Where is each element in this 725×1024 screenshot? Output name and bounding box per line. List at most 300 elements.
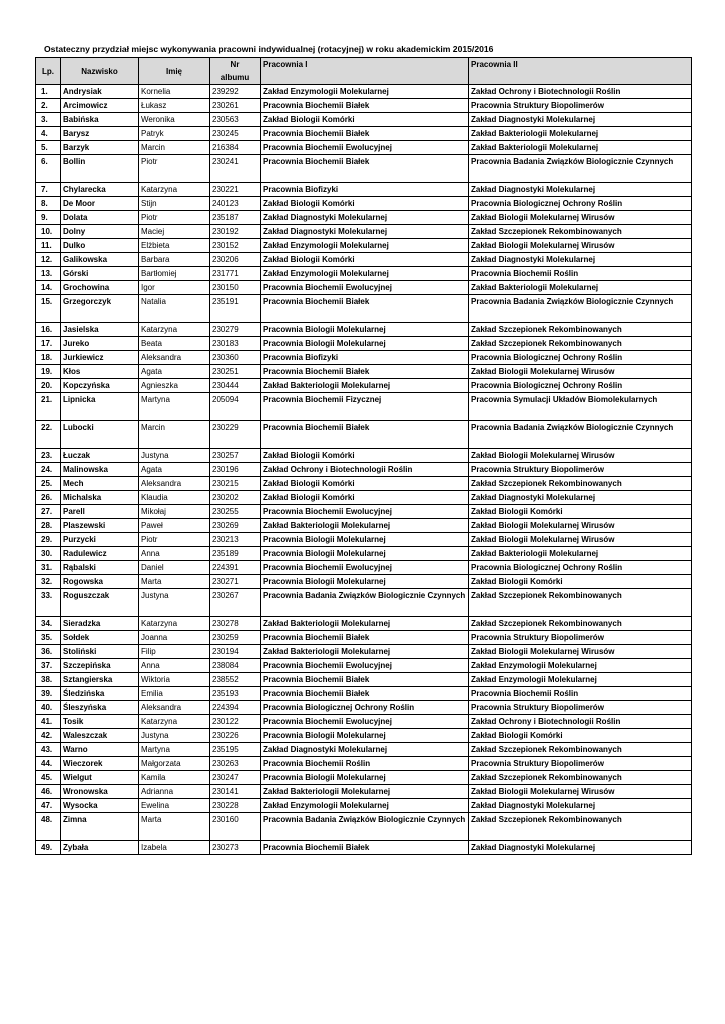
row-lab-2: Zakład Diagnostyki Molekularnej (469, 799, 692, 813)
row-lab-1: Pracownia Biochemii Ewolucyjnej (261, 505, 469, 519)
row-album-number: 230150 (210, 281, 261, 295)
row-first-name: Martyna (139, 743, 210, 757)
row-lab-1: Zakład Bakteriologii Molekularnej (261, 519, 469, 533)
row-first-name: Aleksandra (139, 701, 210, 715)
row-lp: 13. (36, 267, 61, 281)
row-lab-1: Pracownia Biochemii Białek (261, 421, 469, 449)
row-album-number: 230278 (210, 617, 261, 631)
row-surname: Szczepińska (61, 659, 139, 673)
row-album-number: 230269 (210, 519, 261, 533)
row-surname: Parell (61, 505, 139, 519)
row-lab-1: Pracownia Biologii Molekularnej (261, 575, 469, 589)
row-lab-2: Zakład Biologii Molekularnej Wirusów (469, 365, 692, 379)
row-lab-1: Zakład Bakteriologii Molekularnej (261, 617, 469, 631)
row-album-number: 230259 (210, 631, 261, 645)
row-lab-1: Zakład Diagnostyki Molekularnej (261, 225, 469, 239)
row-first-name: Natalia (139, 295, 210, 323)
row-surname: Stoliński (61, 645, 139, 659)
row-lab-2: Zakład Biologii Molekularnej Wirusów (469, 645, 692, 659)
row-lp: 9. (36, 211, 61, 225)
table-row (36, 687, 692, 701)
row-lab-2: Zakład Enzymologii Molekularnej (469, 673, 692, 687)
row-album-number: 230241 (210, 155, 261, 183)
row-lab-2: Zakład Szczepionek Rekombinowanych (469, 323, 692, 337)
row-lp: 2. (36, 99, 61, 113)
row-surname: Waleszczak (61, 729, 139, 743)
row-first-name: Anna (139, 547, 210, 561)
row-first-name: Filip (139, 645, 210, 659)
row-lp: 16. (36, 323, 61, 337)
row-surname: Mech (61, 477, 139, 491)
row-album-number: 230183 (210, 337, 261, 351)
row-album-number: 224391 (210, 561, 261, 575)
row-lab-2: Pracownia Badania Związków Biologicznie Czynnych (469, 295, 692, 323)
row-album-number: 230221 (210, 183, 261, 197)
row-lp: 20. (36, 379, 61, 393)
row-surname: Sołdek (61, 631, 139, 645)
row-lp: 42. (36, 729, 61, 743)
row-lp: 39. (36, 687, 61, 701)
row-lab-2: Zakład Diagnostyki Molekularnej (469, 183, 692, 197)
row-album-number: 230213 (210, 533, 261, 547)
row-first-name: Aleksandra (139, 351, 210, 365)
header-lp: Lp. (36, 58, 61, 85)
row-first-name: Ewelina (139, 799, 210, 813)
row-lab-1: Pracownia Biologii Molekularnej (261, 547, 469, 561)
table-row (36, 715, 692, 729)
document-title: Ostateczny przydział miejsc wykonywania pracowni indywidualnej (rotacyjnej) w roku akademickim 2015/2016 (44, 44, 494, 54)
row-first-name: Beata (139, 337, 210, 351)
row-lp: 3. (36, 113, 61, 127)
row-lp: 30. (36, 547, 61, 561)
row-lab-2: Zakład Ochrony i Biotechnologii Roślin (469, 85, 692, 99)
table-row (36, 337, 692, 351)
row-album-number: 230122 (210, 715, 261, 729)
row-surname: Lipnicka (61, 393, 139, 421)
row-surname: Łuczak (61, 449, 139, 463)
row-surname: Górski (61, 267, 139, 281)
row-lab-2: Zakład Bakteriologii Molekularnej (469, 127, 692, 141)
row-first-name: Joanna (139, 631, 210, 645)
row-album-number: 230194 (210, 645, 261, 659)
row-lp: 19. (36, 365, 61, 379)
row-lab-1: Zakład Biologii Komórki (261, 477, 469, 491)
table-row (36, 547, 692, 561)
table-row (36, 197, 692, 211)
row-first-name: Marta (139, 575, 210, 589)
row-lab-1: Pracownia Biologii Molekularnej (261, 771, 469, 785)
row-surname: Bollin (61, 155, 139, 183)
row-album-number: 230228 (210, 799, 261, 813)
table-row (36, 519, 692, 533)
row-surname: Śledzińska (61, 687, 139, 701)
table-row (36, 841, 692, 855)
row-lab-2: Zakład Bakteriologii Molekularnej (469, 281, 692, 295)
row-lp: 7. (36, 183, 61, 197)
row-lp: 29. (36, 533, 61, 547)
assignment-table (35, 57, 692, 855)
table-row (36, 365, 692, 379)
row-first-name: Justyna (139, 589, 210, 617)
header-name: Imię (139, 58, 210, 85)
row-first-name: Justyna (139, 449, 210, 463)
row-lab-1: Zakład Biologii Komórki (261, 113, 469, 127)
row-lp: 18. (36, 351, 61, 365)
header-lab-1: Pracownia I (261, 58, 469, 85)
row-lab-2: Pracownia Struktury Biopolimerów (469, 99, 692, 113)
table-row (36, 575, 692, 589)
row-lab-1: Zakład Enzymologii Molekularnej (261, 799, 469, 813)
row-album-number: 224394 (210, 701, 261, 715)
table-row (36, 673, 692, 687)
row-album-number: 230267 (210, 589, 261, 617)
row-surname: Kopczyńska (61, 379, 139, 393)
table-row (36, 127, 692, 141)
row-lab-1: Zakład Bakteriologii Molekularnej (261, 785, 469, 799)
row-surname: Radulewicz (61, 547, 139, 561)
row-first-name: Marcin (139, 421, 210, 449)
row-lab-1: Pracownia Biochemii Białek (261, 673, 469, 687)
row-lab-1: Pracownia Biochemii Białek (261, 687, 469, 701)
row-first-name: Marta (139, 813, 210, 841)
row-first-name: Aleksandra (139, 477, 210, 491)
row-lp: 6. (36, 155, 61, 183)
row-lab-2: Zakład Szczepionek Rekombinowanych (469, 813, 692, 841)
row-album-number: 230444 (210, 379, 261, 393)
row-lab-2: Zakład Diagnostyki Molekularnej (469, 491, 692, 505)
row-lp: 46. (36, 785, 61, 799)
table-row (36, 183, 692, 197)
row-lp: 44. (36, 757, 61, 771)
table-row (36, 701, 692, 715)
table-row (36, 799, 692, 813)
row-first-name: Agata (139, 365, 210, 379)
row-lab-1: Zakład Ochrony i Biotechnologii Roślin (261, 463, 469, 477)
table-row (36, 351, 692, 365)
row-lab-2: Zakład Diagnostyki Molekularnej (469, 113, 692, 127)
row-lp: 23. (36, 449, 61, 463)
table-row (36, 785, 692, 799)
row-first-name: Adrianna (139, 785, 210, 799)
row-lab-1: Pracownia Biochemii Fizycznej (261, 393, 469, 421)
table-row (36, 561, 692, 575)
row-lp: 25. (36, 477, 61, 491)
row-lab-1: Pracownia Biochemii Białek (261, 365, 469, 379)
row-surname: Jurkiewicz (61, 351, 139, 365)
table-row (36, 813, 692, 841)
row-surname: Śleszyńska (61, 701, 139, 715)
row-lab-2: Zakład Biologii Molekularnej Wirusów (469, 211, 692, 225)
row-lab-1: Zakład Biologii Komórki (261, 449, 469, 463)
row-surname: Lubocki (61, 421, 139, 449)
table-row (36, 295, 692, 323)
row-first-name: Piotr (139, 155, 210, 183)
row-lab-1: Zakład Bakteriologii Molekularnej (261, 645, 469, 659)
row-lab-1: Pracownia Biofizyki (261, 183, 469, 197)
row-lp: 17. (36, 337, 61, 351)
row-surname: Wronowska (61, 785, 139, 799)
row-surname: Rąbalski (61, 561, 139, 575)
row-lab-1: Zakład Enzymologii Molekularnej (261, 239, 469, 253)
row-lab-1: Pracownia Biochemii Ewolucyjnej (261, 281, 469, 295)
table-row (36, 645, 692, 659)
row-first-name: Wiktoria (139, 673, 210, 687)
row-album-number: 230273 (210, 841, 261, 855)
row-first-name: Weronika (139, 113, 210, 127)
table-row (36, 631, 692, 645)
row-first-name: Bartłomiej (139, 267, 210, 281)
row-lp: 5. (36, 141, 61, 155)
table-row (36, 323, 692, 337)
row-lab-1: Zakład Diagnostyki Molekularnej (261, 211, 469, 225)
row-album-number: 230245 (210, 127, 261, 141)
row-lab-2: Zakład Szczepionek Rekombinowanych (469, 477, 692, 491)
row-first-name: Mikołaj (139, 505, 210, 519)
row-first-name: Katarzyna (139, 617, 210, 631)
row-album-number: 230141 (210, 785, 261, 799)
row-lp: 15. (36, 295, 61, 323)
row-lab-1: Pracownia Biochemii Ewolucyjnej (261, 561, 469, 575)
row-lp: 12. (36, 253, 61, 267)
table-row (36, 267, 692, 281)
row-album-number: 235195 (210, 743, 261, 757)
row-first-name: Kornelia (139, 85, 210, 99)
row-first-name: Piotr (139, 211, 210, 225)
row-album-number: 230251 (210, 365, 261, 379)
row-lab-2: Pracownia Struktury Biopolimerów (469, 757, 692, 771)
row-surname: Sieradzka (61, 617, 139, 631)
row-lab-2: Zakład Biologii Molekularnej Wirusów (469, 449, 692, 463)
row-lp: 31. (36, 561, 61, 575)
table-row (36, 617, 692, 631)
row-lab-1: Zakład Enzymologii Molekularnej (261, 85, 469, 99)
row-album-number: 238552 (210, 673, 261, 687)
row-lab-1: Zakład Biologii Komórki (261, 197, 469, 211)
row-surname: Grzegorczyk (61, 295, 139, 323)
row-lab-1: Pracownia Biochemii Roślin (261, 757, 469, 771)
table-row (36, 449, 692, 463)
row-lab-1: Pracownia Biochemii Białek (261, 99, 469, 113)
row-album-number: 230263 (210, 757, 261, 771)
row-album-number: 230279 (210, 323, 261, 337)
row-lab-1: Pracownia Biochemii Białek (261, 295, 469, 323)
row-album-number: 230192 (210, 225, 261, 239)
row-album-number: 216384 (210, 141, 261, 155)
table-header-row (36, 58, 692, 85)
row-lab-2: Zakład Szczepionek Rekombinowanych (469, 617, 692, 631)
row-album-number: 235189 (210, 547, 261, 561)
row-album-number: 230160 (210, 813, 261, 841)
row-surname: De Moor (61, 197, 139, 211)
row-first-name: Paweł (139, 519, 210, 533)
row-first-name: Patryk (139, 127, 210, 141)
table-row (36, 253, 692, 267)
row-lab-2: Zakład Szczepionek Rekombinowanych (469, 743, 692, 757)
row-lab-2: Pracownia Biologicznej Ochrony Roślin (469, 561, 692, 575)
row-lab-2: Pracownia Struktury Biopolimerów (469, 463, 692, 477)
row-lab-2: Zakład Biologii Komórki (469, 505, 692, 519)
row-lab-1: Zakład Bakteriologii Molekularnej (261, 379, 469, 393)
row-first-name: Martyna (139, 393, 210, 421)
row-lab-2: Zakład Diagnostyki Molekularnej (469, 841, 692, 855)
row-surname: Wysocka (61, 799, 139, 813)
table-row (36, 505, 692, 519)
table-row (36, 589, 692, 617)
row-lab-2: Zakład Biologii Komórki (469, 729, 692, 743)
row-lab-2: Pracownia Badania Związków Biologicznie Czynnych (469, 155, 692, 183)
row-surname: Zimna (61, 813, 139, 841)
row-surname: Jasielska (61, 323, 139, 337)
row-lab-1: Pracownia Biochemii Ewolucyjnej (261, 659, 469, 673)
table-body (36, 85, 692, 855)
row-album-number: 205094 (210, 393, 261, 421)
table-row (36, 281, 692, 295)
row-lab-1: Pracownia Biologii Molekularnej (261, 533, 469, 547)
row-lp: 28. (36, 519, 61, 533)
table-row (36, 85, 692, 99)
header-album-number-line2: albumu (220, 73, 250, 82)
row-lab-1: Pracownia Biochemii Białek (261, 127, 469, 141)
row-lab-2: Zakład Enzymologii Molekularnej (469, 659, 692, 673)
row-album-number: 230226 (210, 729, 261, 743)
table-row (36, 659, 692, 673)
row-surname: Barzyk (61, 141, 139, 155)
header-album-number (210, 58, 261, 85)
table-row (36, 743, 692, 757)
row-lab-1: Pracownia Biochemii Białek (261, 155, 469, 183)
row-surname: Warno (61, 743, 139, 757)
row-lab-1: Zakład Biologii Komórki (261, 253, 469, 267)
row-lab-2: Zakład Szczepionek Rekombinowanych (469, 337, 692, 351)
row-surname: Galikowska (61, 253, 139, 267)
row-lab-1: Pracownia Biologicznej Ochrony Roślin (261, 701, 469, 715)
row-first-name: Agnieszka (139, 379, 210, 393)
row-lab-1: Pracownia Biochemii Ewolucyjnej (261, 715, 469, 729)
row-lp: 11. (36, 239, 61, 253)
row-lp: 32. (36, 575, 61, 589)
table-row (36, 113, 692, 127)
row-lab-1: Pracownia Badania Związków Biologicznie Czynnych (261, 813, 469, 841)
row-lab-1: Pracownia Biologii Molekularnej (261, 729, 469, 743)
header-album-number-line1: Nr (230, 60, 240, 69)
row-album-number: 230261 (210, 99, 261, 113)
row-surname: Sztangierska (61, 673, 139, 687)
row-surname: Malinowska (61, 463, 139, 477)
table-row (36, 141, 692, 155)
row-lab-1: Pracownia Biologii Molekularnej (261, 323, 469, 337)
row-first-name: Izabela (139, 841, 210, 855)
row-album-number: 230247 (210, 771, 261, 785)
row-lp: 48. (36, 813, 61, 841)
row-lab-1: Zakład Biologii Komórki (261, 491, 469, 505)
row-surname: Roguszczak (61, 589, 139, 617)
row-first-name: Daniel (139, 561, 210, 575)
row-surname: Chylarecka (61, 183, 139, 197)
row-first-name: Marcin (139, 141, 210, 155)
row-album-number: 239292 (210, 85, 261, 99)
row-lab-2: Pracownia Biochemii Roślin (469, 267, 692, 281)
row-lp: 4. (36, 127, 61, 141)
row-first-name: Łukasz (139, 99, 210, 113)
table-row (36, 239, 692, 253)
row-lp: 24. (36, 463, 61, 477)
row-lab-1: Zakład Enzymologii Molekularnej (261, 267, 469, 281)
row-album-number: 230255 (210, 505, 261, 519)
table-row (36, 155, 692, 183)
row-surname: Wieczorek (61, 757, 139, 771)
row-album-number: 240123 (210, 197, 261, 211)
row-lab-1: Pracownia Biochemii Ewolucyjnej (261, 141, 469, 155)
row-first-name: Katarzyna (139, 715, 210, 729)
row-lab-1: Pracownia Biochemii Białek (261, 841, 469, 855)
row-lab-2: Pracownia Biologicznej Ochrony Roślin (469, 379, 692, 393)
row-album-number: 230196 (210, 463, 261, 477)
table-row (36, 99, 692, 113)
row-album-number: 235193 (210, 687, 261, 701)
row-first-name: Barbara (139, 253, 210, 267)
row-lp: 26. (36, 491, 61, 505)
row-lab-2: Zakład Biologii Komórki (469, 575, 692, 589)
row-lab-1: Pracownia Biofizyki (261, 351, 469, 365)
row-lab-2: Zakład Biologii Molekularnej Wirusów (469, 533, 692, 547)
row-surname: Dolny (61, 225, 139, 239)
row-surname: Arcimowicz (61, 99, 139, 113)
row-lp: 49. (36, 841, 61, 855)
row-lab-2: Pracownia Biochemii Roślin (469, 687, 692, 701)
row-first-name: Emilia (139, 687, 210, 701)
row-surname: Michalska (61, 491, 139, 505)
row-surname: Wielgut (61, 771, 139, 785)
row-lab-1: Pracownia Biologii Molekularnej (261, 337, 469, 351)
row-lab-1: Zakład Diagnostyki Molekularnej (261, 743, 469, 757)
table-row (36, 393, 692, 421)
row-surname: Plaszewski (61, 519, 139, 533)
row-lab-2: Zakład Szczepionek Rekombinowanych (469, 771, 692, 785)
row-first-name: Katarzyna (139, 323, 210, 337)
row-lab-1: Pracownia Biochemii Białek (261, 631, 469, 645)
row-lp: 37. (36, 659, 61, 673)
row-first-name: Małgorzata (139, 757, 210, 771)
row-album-number: 230215 (210, 477, 261, 491)
row-surname: Purzycki (61, 533, 139, 547)
row-album-number: 231771 (210, 267, 261, 281)
row-lab-2: Zakład Diagnostyki Molekularnej (469, 253, 692, 267)
row-lab-1: Pracownia Badania Związków Biologicznie Czynnych (261, 589, 469, 617)
row-lab-2: Zakład Bakteriologii Molekularnej (469, 547, 692, 561)
row-surname: Rogowska (61, 575, 139, 589)
row-lp: 38. (36, 673, 61, 687)
row-surname: Andrysiak (61, 85, 139, 99)
row-lab-2: Pracownia Struktury Biopolimerów (469, 631, 692, 645)
row-lab-2: Pracownia Struktury Biopolimerów (469, 701, 692, 715)
row-lp: 8. (36, 197, 61, 211)
row-lp: 22. (36, 421, 61, 449)
row-surname: Babińska (61, 113, 139, 127)
row-album-number: 238084 (210, 659, 261, 673)
table-row (36, 211, 692, 225)
row-first-name: Kamila (139, 771, 210, 785)
row-lab-2: Pracownia Biologicznej Ochrony Roślin (469, 197, 692, 211)
row-album-number: 235187 (210, 211, 261, 225)
row-lab-2: Zakład Szczepionek Rekombinowanych (469, 589, 692, 617)
row-surname: Zybała (61, 841, 139, 855)
row-album-number: 230152 (210, 239, 261, 253)
row-lab-2: Pracownia Biologicznej Ochrony Roślin (469, 351, 692, 365)
row-lp: 35. (36, 631, 61, 645)
row-lp: 41. (36, 715, 61, 729)
row-album-number: 230563 (210, 113, 261, 127)
row-lp: 14. (36, 281, 61, 295)
